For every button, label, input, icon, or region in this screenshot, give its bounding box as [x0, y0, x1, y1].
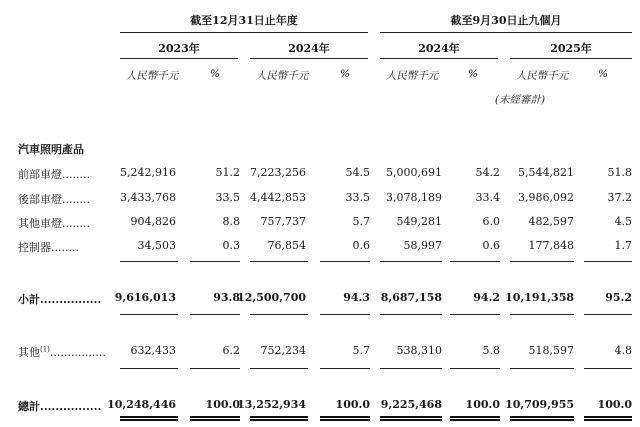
- cell-2023-pct: 8.8: [222, 215, 240, 228]
- cell-2023-amount: 3,433,768: [120, 191, 176, 204]
- row-label: 其他$^{(1)}$................: [18, 345, 106, 359]
- year-header-2023-rule: [120, 58, 238, 59]
- cell-2023-amount: 5,242,916: [120, 166, 176, 179]
- rule-subtotal-2024-amount: [250, 314, 308, 315]
- cell-2025-9m-amount: 5,544,821: [518, 166, 574, 179]
- row-label: 後部車燈........: [18, 193, 90, 206]
- rule-subtotal-2025-9m-amount: [510, 314, 574, 315]
- cell-2024-amount: 757,737: [260, 215, 306, 228]
- rule-subtotal-2024-9m-pct: [450, 314, 500, 315]
- cell-2025-9m-amount: 3,986,092: [518, 191, 574, 204]
- cell-2024-pct: 54.5: [345, 166, 370, 179]
- cell-2024-pct: 33.5: [345, 191, 370, 204]
- cell-2023-amount: 904,826: [130, 215, 176, 228]
- cell-2025-9m-amount: 518,597: [528, 344, 574, 357]
- cell-2023-pct: 0.3: [222, 239, 240, 252]
- rule-subtotal-2024-pct: [320, 314, 370, 315]
- rule-other-2023-pct: [190, 368, 240, 369]
- year-header-2025-nine-months: 2025年: [550, 42, 592, 55]
- cell-2024-9m-pct: 0.6: [482, 239, 500, 252]
- cell-2024-amount: 4,442,853: [250, 191, 306, 204]
- other-row: [0, 344, 640, 360]
- cell-2024-amount: 13,252,934: [237, 398, 306, 411]
- cell-2023-pct: 6.2: [222, 344, 240, 357]
- cell-2024-pct: 5.7: [352, 215, 370, 228]
- double-rule-2025-9m-pct: [584, 416, 632, 421]
- rule-subtotal-2023-pct: [190, 314, 240, 315]
- rule-subtotal-2024-9m-amount: [380, 314, 442, 315]
- period-header-nine-months-rule: [380, 32, 632, 33]
- row-label: 總計................: [18, 400, 102, 413]
- year-header-2024-rule: [250, 58, 368, 59]
- rule-2024-9m-pct: [450, 261, 500, 262]
- unaudited-note: (未經審計): [494, 94, 546, 106]
- total-row: [0, 398, 640, 414]
- cell-2023-pct: 51.2: [215, 166, 240, 179]
- cell-2024-9m-pct: 33.4: [475, 191, 500, 204]
- cell-2024-pct: 5.7: [352, 344, 370, 357]
- rule-2025-9m-amount: [510, 261, 574, 262]
- cell-2024-9m-amount: 9,225,468: [380, 398, 442, 411]
- rule-subtotal-2025-9m-pct: [584, 314, 632, 315]
- double-rule-2025-9m-amount: [510, 416, 574, 421]
- rule-other-2024-amount: [250, 368, 308, 369]
- rule-2024-amount: [250, 261, 308, 262]
- cell-2025-9m-pct: 4.8: [614, 344, 632, 357]
- table-row: [0, 239, 640, 255]
- unit-amount-2025-nine-months: 人民幣千元: [515, 70, 569, 82]
- cell-2024-pct: 0.6: [352, 239, 370, 252]
- cell-2024-pct: 100.0: [335, 398, 370, 411]
- cell-2024-9m-amount: 5,000,691: [386, 166, 442, 179]
- period-header-full-year-rule: [120, 32, 368, 33]
- cell-2023-amount: 34,503: [137, 239, 176, 252]
- period-header-nine-months: 截至9月30日止九個月: [450, 14, 562, 27]
- cell-2024-9m-pct: 6.0: [482, 215, 500, 228]
- unit-pct-2024-nine-months: %: [468, 68, 478, 80]
- cell-2025-9m-pct: 37.2: [607, 191, 632, 204]
- cell-2023-pct: 100.0: [205, 398, 240, 411]
- unit-pct-2024: %: [340, 68, 350, 80]
- rule-other-2025-9m-amount: [510, 368, 574, 369]
- cell-2024-9m-pct: 100.0: [465, 398, 500, 411]
- cell-2025-9m-amount: 10,709,955: [505, 398, 574, 411]
- double-rule-2023-amount: [120, 416, 178, 421]
- table-row: [0, 191, 640, 207]
- unit-pct-2023: %: [210, 68, 220, 80]
- rule-2023-amount: [120, 261, 178, 262]
- cell-2024-pct: 94.3: [343, 291, 370, 304]
- section-title: 汽車照明產品: [18, 143, 84, 156]
- cell-2024-9m-amount: 3,078,189: [386, 191, 442, 204]
- cell-2025-9m-pct: 51.8: [607, 166, 632, 179]
- cell-2025-9m-amount: 482,597: [528, 215, 574, 228]
- table-row: [0, 166, 640, 182]
- double-rule-2024-9m-pct: [450, 416, 500, 421]
- cell-2023-pct: 93.8: [213, 291, 240, 304]
- rule-other-2025-9m-pct: [584, 368, 632, 369]
- cell-2025-9m-pct: 100.0: [597, 398, 632, 411]
- cell-2023-amount: 9,616,013: [114, 291, 176, 304]
- cell-2024-9m-amount: 549,281: [396, 215, 442, 228]
- double-rule-2023-pct: [190, 416, 240, 421]
- cell-2023-amount: 632,433: [130, 344, 176, 357]
- double-rule-2024-amount: [250, 416, 308, 421]
- row-label: 小計................: [18, 293, 102, 306]
- cell-2024-9m-amount: 8,687,158: [380, 291, 442, 304]
- rule-other-2024-pct: [320, 368, 370, 369]
- rule-other-2024-9m-amount: [380, 368, 442, 369]
- year-header-2023: 2023年: [158, 42, 200, 55]
- cell-2024-amount: 752,234: [260, 344, 306, 357]
- double-rule-2024-9m-amount: [380, 416, 442, 421]
- unit-amount-2023: 人民幣千元: [125, 70, 179, 82]
- row-label: 其他車燈........: [18, 217, 90, 230]
- double-rule-2024-pct: [320, 416, 370, 421]
- rule-2024-pct: [320, 261, 370, 262]
- cell-2024-amount: 76,854: [267, 239, 306, 252]
- cell-2023-pct: 33.5: [215, 191, 240, 204]
- cell-2025-9m-amount: 10,191,358: [505, 291, 574, 304]
- year-header-2024-nine-months-rule: [380, 58, 498, 59]
- cell-2024-9m-pct: 5.8: [482, 344, 500, 357]
- year-header-2025-nine-months-rule: [510, 58, 632, 59]
- table-row: [0, 215, 640, 231]
- rule-other-2024-9m-pct: [450, 368, 500, 369]
- unit-amount-2024: 人民幣千元: [255, 70, 309, 82]
- cell-2025-9m-pct: 95.2: [605, 291, 632, 304]
- year-header-2024: 2024年: [288, 42, 330, 55]
- period-header-full-year: 截至12月31日止年度: [190, 14, 298, 27]
- cell-2024-amount: 7,223,256: [250, 166, 306, 179]
- cell-2024-amount: 12,500,700: [237, 291, 306, 304]
- unit-amount-2024-nine-months: 人民幣千元: [385, 70, 439, 82]
- row-label: 控制器........: [18, 241, 79, 254]
- cell-2024-9m-amount: 538,310: [396, 344, 442, 357]
- rule-other-2023-amount: [120, 368, 178, 369]
- year-header-2024-nine-months: 2024年: [418, 42, 460, 55]
- subtotal-row: [0, 291, 640, 307]
- rule-2024-9m-amount: [380, 261, 442, 262]
- unit-pct-2025-nine-months: %: [598, 68, 608, 80]
- rule-2025-9m-pct: [584, 261, 632, 262]
- rule-2023-pct: [190, 261, 240, 262]
- cell-2024-9m-pct: 54.2: [475, 166, 500, 179]
- footnote-marker: (1): [40, 345, 50, 354]
- cell-2024-9m-pct: 94.2: [473, 291, 500, 304]
- cell-2024-9m-amount: 58,997: [403, 239, 442, 252]
- cell-2023-amount: 10,248,446: [107, 398, 176, 411]
- rule-subtotal-2023-amount: [120, 314, 178, 315]
- cell-2025-9m-pct: 1.7: [614, 239, 632, 252]
- cell-2025-9m-pct: 4.5: [614, 215, 632, 228]
- row-label: 前部車燈........: [18, 168, 90, 181]
- cell-2025-9m-amount: 177,848: [528, 239, 574, 252]
